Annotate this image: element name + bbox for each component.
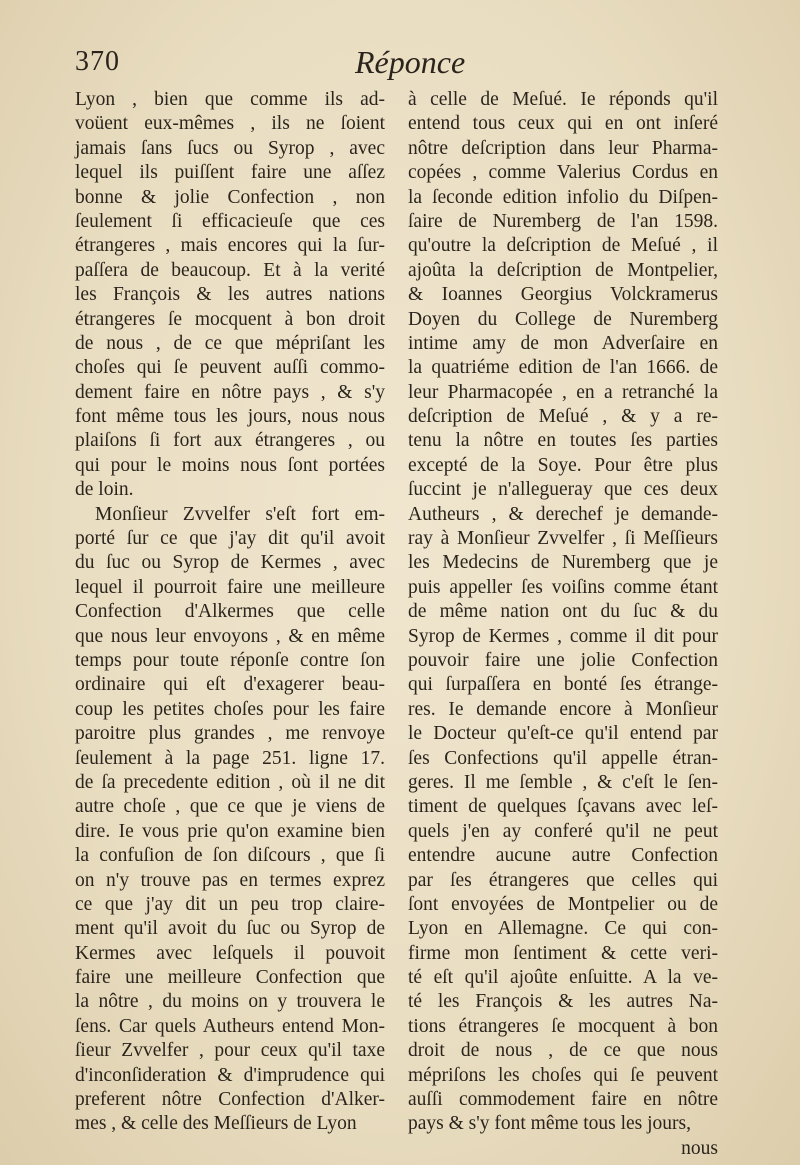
text-line: dire. Ie vous prie qu'on examine bien: [75, 820, 385, 842]
text-line: ſont envoyées de Montpelier ou de: [408, 893, 718, 915]
text-line: ce que j'ay dit un peu trop claire-: [75, 893, 385, 915]
text-line: paroitre plus grandes , me renvoye: [75, 723, 385, 745]
catchword: nous: [681, 1137, 718, 1159]
text-line: lequel il pourroit faire une meilleure: [75, 576, 385, 598]
running-title: Réponce: [355, 44, 466, 80]
text-line: ordinaire qui eſt d'exagerer beau-: [75, 674, 385, 696]
text-line: pays & s'y font même tous les jours,: [408, 1113, 691, 1135]
text-line: Confection d'Alkermes que celle: [75, 601, 385, 623]
text-line: de nous , de ce que mépriſant les: [75, 332, 385, 354]
text-line: le Docteur qu'eſt-ce qu'il entend par: [408, 723, 718, 745]
page-number: 370: [75, 46, 120, 77]
text-line: ray à Monſieur Zvvelfer , ſi Meſſieurs: [408, 528, 718, 550]
text-line: pouvoir faire une jolie Confection: [408, 649, 718, 671]
text-line: puis appeller ſes voiſins comme étant: [408, 576, 718, 598]
text-line: droit de nous , de ce que nous: [408, 1040, 718, 1062]
text-line: té les François & les autres Na-: [408, 991, 718, 1013]
text-line: tenu la nôtre en toutes ſes parties: [408, 430, 718, 452]
text-line: par ſes étrangeres que celles qui: [408, 869, 718, 891]
text-line: plaiſons ſi fort aux étrangeres , ou: [75, 430, 385, 452]
text-line: & Ioannes Georgius Volckramerus: [408, 284, 718, 306]
text-line: les François & les autres nations: [75, 284, 385, 306]
text-columns: [75, 88, 745, 1159]
text-line: mépriſons les choſes qui ſe peuvent: [408, 1064, 718, 1086]
text-line: ſeulement ſi efficacieuſe que ces: [75, 210, 385, 232]
text-line: copées , comme Valerius Cordus en: [408, 162, 718, 184]
text-line: les Medecins de Nuremberg que je: [408, 552, 718, 574]
text-line: ſuccint je n'allegueray que ces deux: [408, 479, 718, 501]
text-line: dement faire en nôtre pays , & s'y: [75, 381, 385, 403]
text-line: ſens. Car quels Autheurs entend Mon-: [75, 1015, 385, 1037]
text-line: té eſt qu'il ajoûte enſuitte. A la ve-: [408, 967, 718, 989]
text-line: autre choſe , que ce que je viens de: [75, 796, 385, 818]
text-line: la quatriéme edition de l'an 1666. de: [408, 357, 718, 379]
text-line: font même tous les jours, nous nous: [75, 406, 385, 428]
text-line: ſes Confections qu'il appelle étran-: [408, 747, 718, 769]
text-line: leur Pharmacopée , en a retranché la: [408, 381, 718, 403]
text-line: Syrop de Kermes , comme il dit pour: [408, 625, 718, 647]
text-line: tions étrangeres ſe mocquent à bon: [408, 1015, 718, 1037]
text-line: qui pour le moins nous ſont portées: [75, 454, 385, 476]
text-line: entendre aucune autre Confection: [408, 845, 718, 867]
text-line: la confuſion de ſon diſcours , que ſi: [75, 845, 385, 867]
text-line: auſſi commodement faire en nôtre: [408, 1089, 718, 1111]
text-line: intime amy de mon Adverſaire en: [408, 332, 718, 354]
text-line: res. Ie demande encore à Monſieur: [408, 698, 718, 720]
text-line: qui ſurpaſſera en bonté ſes étrange-: [408, 674, 718, 696]
text-line: on n'y trouve pas en termes exprez: [75, 869, 385, 891]
text-line: coup les petites choſes pour les faire: [75, 698, 385, 720]
text-line: Autheurs , & derechef je demande-: [408, 503, 718, 525]
text-line: ſaire de Nuremberg de l'an 1598.: [408, 210, 718, 232]
text-line: la ſeconde edition infolio du Diſpen-: [408, 186, 718, 208]
text-line: porté ſur ce que j'ay dit qu'il avoit: [75, 528, 385, 550]
text-line: de loin.: [75, 479, 134, 501]
right-column: [408, 88, 718, 1161]
text-line: temps pour toute réponſe contre ſon: [75, 649, 385, 671]
text-line: entend tous ceux qui en ont inſeré: [408, 113, 718, 135]
text-line: jamais ſans ſucs ou Syrop , avec: [75, 137, 385, 159]
text-line: mes , & celle des Meſſieurs de Lyon: [75, 1113, 357, 1135]
text-line: Lyon en Allemagne. Ce qui con-: [408, 918, 718, 940]
text-line: Kermes avec leſquels il pouvoit: [75, 942, 385, 964]
text-line: firme mon ſentiment & cette veri-: [408, 942, 718, 964]
text-line: geres. Il me ſemble , & c'eſt le ſen-: [408, 771, 718, 793]
text-line: nôtre deſcription dans leur Pharma-: [408, 137, 718, 159]
text-line: choſes qui ſe peuvent auſſi commo-: [75, 357, 385, 379]
page-header: [75, 44, 740, 84]
text-line: de ſa precedente edition , où il ne dit: [75, 771, 385, 793]
text-line: timent de quelques ſçavans avec leſ-: [408, 796, 718, 818]
left-column: [75, 88, 385, 1137]
text-line: étrangeres ſe mocquent à bon droit: [75, 308, 385, 330]
text-line: qu'outre la deſcription de Meſué , il: [408, 235, 718, 257]
text-line: lequel ils puiſſent faire une aſſez: [75, 162, 385, 184]
text-line: ment qu'il avoit du ſuc ou Syrop de: [75, 918, 385, 940]
text-line: à celle de Meſué. Ie réponds qu'il: [408, 89, 718, 110]
text-line: la nôtre , du moins on y trouvera le: [75, 991, 385, 1013]
text-line: Monſieur Zvvelfer s'eſt fort em-: [95, 503, 385, 525]
text-line: d'inconſideration & d'imprudence qui: [75, 1064, 385, 1086]
text-line: preferent nôtre Confection d'Alker-: [75, 1089, 385, 1111]
text-line: deſcription de Meſué , & y a re-: [408, 406, 718, 428]
text-line: paſſera de beaucoup. Et à la verité: [75, 259, 385, 281]
text-line: faire une meilleure Confection que: [75, 967, 385, 989]
text-line: de même nation ont du ſuc & du: [408, 601, 718, 623]
text-line: ajoûta la deſcription de Montpelier,: [408, 259, 718, 281]
text-line: ſeulement à la page 251. ligne 17.: [75, 747, 385, 769]
text-line: Lyon , bien que comme ils ad-: [75, 89, 385, 110]
text-line: que nous leur envoyons , & en même: [75, 625, 385, 647]
text-line: ſieur Zvvelfer , pour ceux qu'il taxe: [75, 1040, 385, 1062]
text-line: excepté de la Soye. Pour être plus: [408, 454, 718, 476]
text-line: du ſuc ou Syrop de Kermes , avec: [75, 552, 385, 574]
text-line: Doyen du College de Nuremberg: [408, 308, 718, 330]
text-line: bonne & jolie Confection , non: [75, 186, 385, 208]
text-line: voüent eux-mêmes , ils ne ſoient: [75, 113, 385, 135]
text-line: étrangeres , mais encores qui la ſur-: [75, 235, 385, 257]
text-line: quels j'en ay conferé qu'il ne peut: [408, 820, 718, 842]
